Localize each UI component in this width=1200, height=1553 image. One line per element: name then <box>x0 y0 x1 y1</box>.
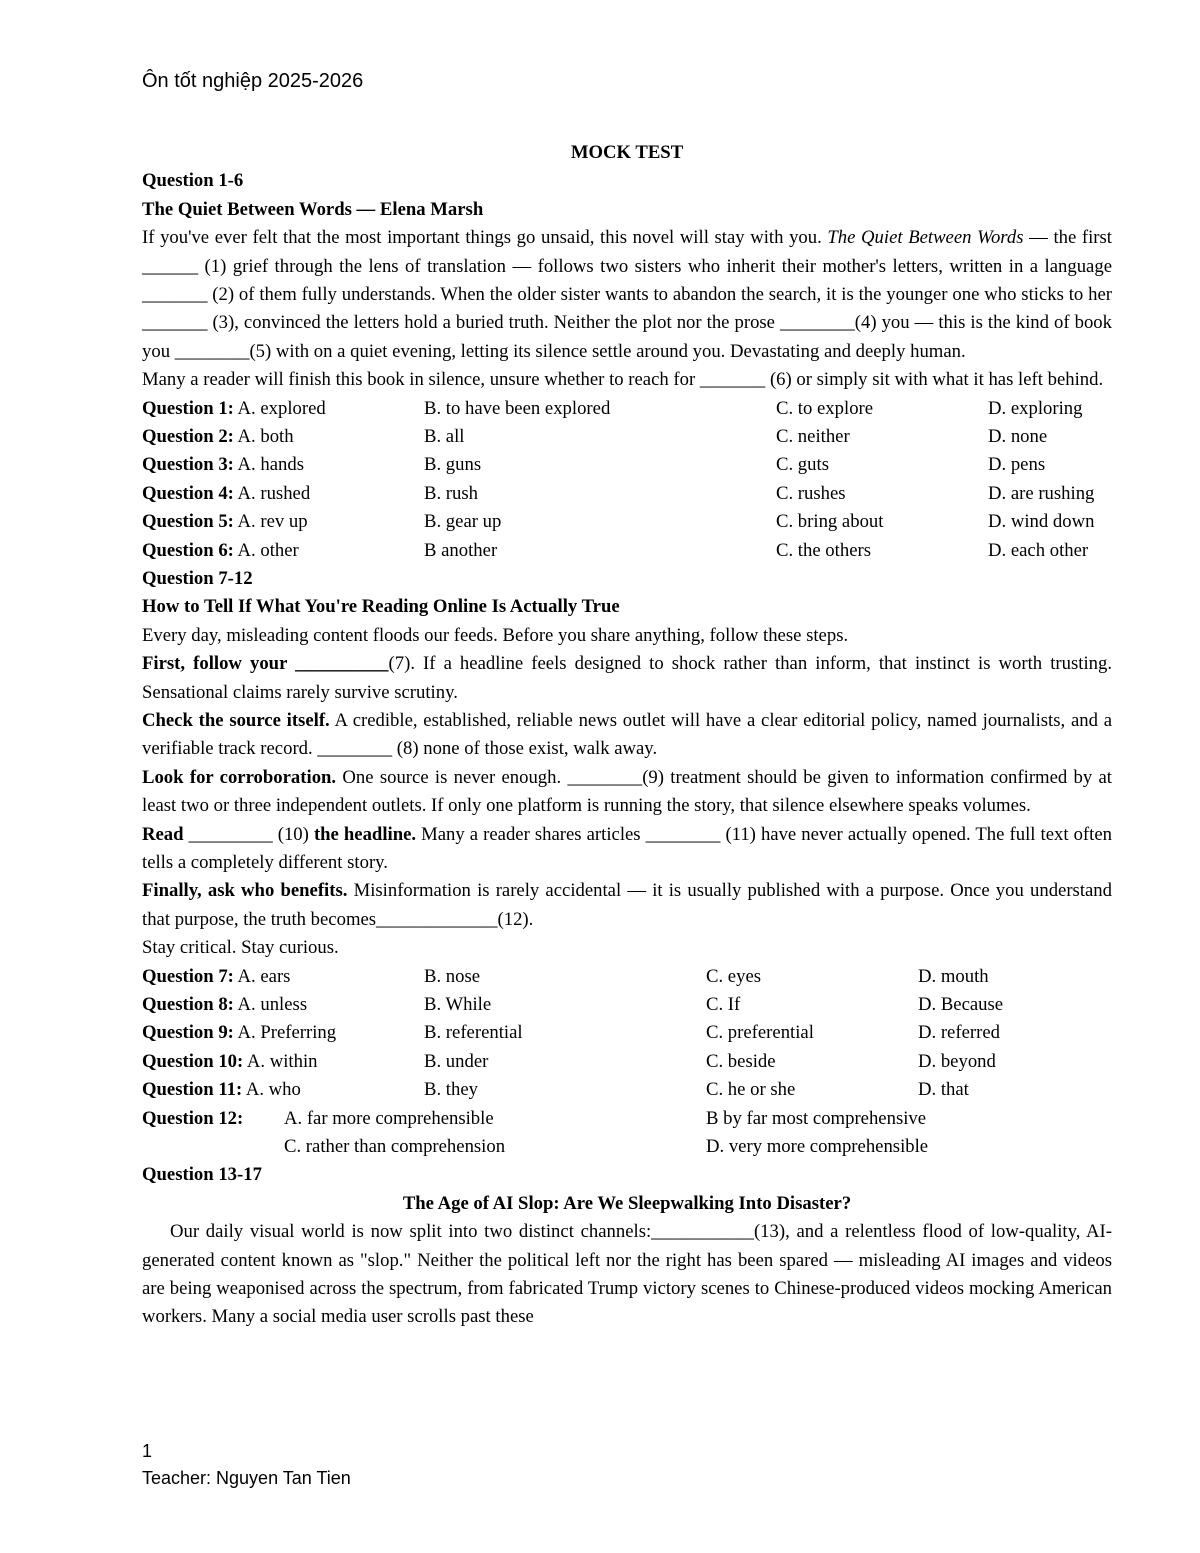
step-5-text: Misinformation is rarely accidental — it is usually published with a purpose. Once you understand that purpose, the truth becomes_____________(12). <box>142 880 1112 930</box>
option-c: C. he or she <box>706 1079 796 1101</box>
option-b: B. all <box>424 426 465 448</box>
question-label: Question 7: <box>142 965 234 987</box>
question-label: Question 9: <box>142 1022 234 1044</box>
question-label: Question 3: <box>142 454 234 476</box>
option-b: B. referential <box>424 1022 523 1044</box>
question-row <box>142 451 1112 479</box>
question-row <box>142 508 1112 536</box>
option-c: C. rushes <box>776 482 846 504</box>
section1-article-title: The Quiet Between Words — Elena Marsh <box>142 198 484 220</box>
option-d: D. Because <box>918 994 1004 1016</box>
step-3 <box>142 764 1112 821</box>
step-3-lead: Look for corroboration. <box>142 766 337 788</box>
question-label: Question 6: <box>142 539 234 561</box>
option-b: B. While <box>424 994 492 1016</box>
option-b: B. rush <box>424 482 478 504</box>
option-b: B. they <box>424 1079 478 1101</box>
question-row <box>142 1076 1112 1104</box>
option-a: A. unless <box>237 994 308 1016</box>
section1-heading: Question 1-6 <box>142 170 244 192</box>
option-d: D. pens <box>988 454 1046 476</box>
page-footer <box>142 1438 351 1492</box>
section3-paragraph-1: Our daily visual world is now split into two distinct channels:___________(13), and a relentless flood of low-quality, AI-generated content known as "slop." Neither the political left nor the right has been spared — misleading AI images and videos are being weaponised across the spectrum, from fabricated Trump victory scenes to Chinese-produced videos mocking American workers. Many a social media user scrolls past these <box>142 1221 1112 1328</box>
section1-p1-text1: If you've ever felt that the most important things go unsaid, this novel will stay with you. <box>142 227 828 249</box>
question-row <box>142 1019 1112 1047</box>
option-c: C. neither <box>776 426 850 448</box>
section3-article-title: The Age of AI Slop: Are We Sleepwalking Into Disaster? <box>402 1192 852 1214</box>
question-label: Question 2: <box>142 426 234 448</box>
step-4-lead-2: the headline. <box>313 823 417 845</box>
option-d: D. exploring <box>988 397 1083 419</box>
option-c: C. rather than comprehension <box>284 1136 506 1158</box>
option-b: B. guns <box>424 454 482 476</box>
question-7 <box>142 963 424 991</box>
option-b: B. to have been explored <box>424 397 611 419</box>
option-d: D. very more comprehensible <box>706 1136 929 1158</box>
step-2-lead: Check the source itself. <box>142 710 330 732</box>
option-a: A. ears <box>237 965 291 987</box>
option-c: C. the others <box>776 539 871 561</box>
option-a: A. rev up <box>237 511 308 533</box>
option-a: A. Preferring <box>237 1022 337 1044</box>
step-1-lead: First, follow your __________ <box>142 653 389 675</box>
question-2 <box>142 423 424 451</box>
step-4-text: Many a reader shares articles ________ (11) have never actually opened. The full text often tells a completely different story. <box>142 823 1112 874</box>
question-row <box>142 1048 1112 1076</box>
question-label: Question 11: <box>142 1079 243 1101</box>
option-c: C. bring about <box>776 511 884 533</box>
teacher-name: Teacher: Nguyen Tan Tien <box>142 1468 351 1488</box>
question-row <box>142 480 1112 508</box>
step-2 <box>142 707 1112 764</box>
section3-heading: Question 13-17 <box>142 1164 262 1186</box>
question-label: Question 12: <box>142 1107 244 1129</box>
question-1 <box>142 395 424 423</box>
section2-intro: Every day, misleading content floods our feeds. Before you share anything, follow these steps. <box>142 624 849 646</box>
option-d: D. mouth <box>918 965 989 987</box>
step-5 <box>142 877 1112 934</box>
option-d: D. none <box>988 426 1048 448</box>
book-title: The Quiet Between Words <box>827 227 1024 249</box>
section1-paragraph-1 <box>142 224 1112 366</box>
option-b: B. under <box>424 1050 489 1072</box>
option-b: B. gear up <box>424 511 502 533</box>
option-d: D. referred <box>918 1022 1000 1044</box>
question-5 <box>142 508 424 536</box>
option-a: A. other <box>237 539 299 561</box>
option-d: D. wind down <box>988 511 1095 533</box>
option-d: D. each other <box>988 539 1089 561</box>
page-header: Ôn tốt nghiệp 2025-2026 <box>142 70 364 92</box>
question-12 <box>142 1105 1112 1133</box>
step-4 <box>142 821 1112 878</box>
step-5-lead: Finally, ask who benefits. <box>142 880 348 902</box>
document-title: MOCK TEST <box>570 142 684 163</box>
question-4 <box>142 480 424 508</box>
question-9 <box>142 1019 424 1047</box>
question-label: Question 8: <box>142 994 234 1016</box>
section1-paragraph-2: Many a reader will finish this book in silence, unsure whether to reach for _______ (6) or simply sit with what it has left behind. <box>142 369 1104 391</box>
option-d: D. are rushing <box>988 482 1095 504</box>
step-3-text: One source is never enough. ________(9) treatment should be given to information confirmed by at least two or three independent outlets. If only one platform is running the story, that silence elsewhere speaks volumes. <box>142 766 1112 817</box>
option-a: A. within <box>246 1050 318 1072</box>
option-a: A. both <box>237 426 294 448</box>
question-10 <box>142 1048 424 1076</box>
option-c: C. beside <box>706 1050 776 1072</box>
section2-closing: Stay critical. Stay curious. <box>142 937 339 959</box>
option-a: A. who <box>245 1079 301 1101</box>
section1-p1-text2: — the first ______ (1) grief through the lens of translation — follows two sisters who inherit their mother's letters, written in a language _______ (2) of them fully understands. When the older sister wants to abandon the search, it is the younger one who sticks to her _______ (3), convinced the letters hold a buried truth. Neither the plot nor the prose ________(4) you — this is the kind of book you ________(5) with on a quiet evening, letting its silence settle around you. Devastating and deeply human. <box>142 227 1112 362</box>
question-row <box>142 991 1112 1019</box>
question-label: Question 1: <box>142 397 234 419</box>
spacer <box>142 1133 284 1161</box>
step-4-lead: Read <box>142 823 184 845</box>
step-1-text: (7). If a headline feels designed to shock rather than inform, that instinct is worth trusting. Sensational claims rarely survive scrutiny. <box>142 653 1112 703</box>
option-c: C. eyes <box>706 965 762 987</box>
question-label: Question 5: <box>142 511 234 533</box>
question-label: Question 4: <box>142 482 234 504</box>
option-a: A. far more comprehensible <box>284 1107 494 1129</box>
option-a: A. hands <box>237 454 304 476</box>
option-b: B. nose <box>424 965 481 987</box>
question-3 <box>142 451 424 479</box>
question-row <box>142 395 1112 423</box>
option-b: B another <box>424 539 498 561</box>
option-d: D. that <box>918 1079 969 1101</box>
question-11 <box>142 1076 424 1104</box>
option-c: C. to explore <box>776 397 874 419</box>
question-row <box>142 537 1112 565</box>
option-b: B by far most comprehensive <box>706 1107 927 1129</box>
step-2-text: A credible, established, reliable news outlet will have a clear editorial policy, named journalists, and a verifiable track record. ________ (8) none of those exist, walk away. <box>142 710 1112 760</box>
question-row <box>142 423 1112 451</box>
question-12-row-2 <box>142 1133 1112 1161</box>
option-d: D. beyond <box>918 1050 996 1072</box>
option-a: A. explored <box>237 397 326 419</box>
step-4-blank: _________ (10) <box>183 823 314 845</box>
option-c: C. preferential <box>706 1022 814 1044</box>
question-6 <box>142 537 424 565</box>
question-8 <box>142 991 424 1019</box>
step-1 <box>142 650 1112 707</box>
question-label: Question 10: <box>142 1050 244 1072</box>
question-row <box>142 963 1112 991</box>
page-number: 1 <box>142 1441 153 1461</box>
page-content <box>142 139 1112 1332</box>
section2-article-title: How to Tell If What You're Reading Online Is Actually True <box>142 596 620 618</box>
option-c: C. guts <box>776 454 829 476</box>
option-a: A. rushed <box>237 482 311 504</box>
option-c: C. If <box>706 994 741 1016</box>
section2-heading: Question 7-12 <box>142 568 253 589</box>
